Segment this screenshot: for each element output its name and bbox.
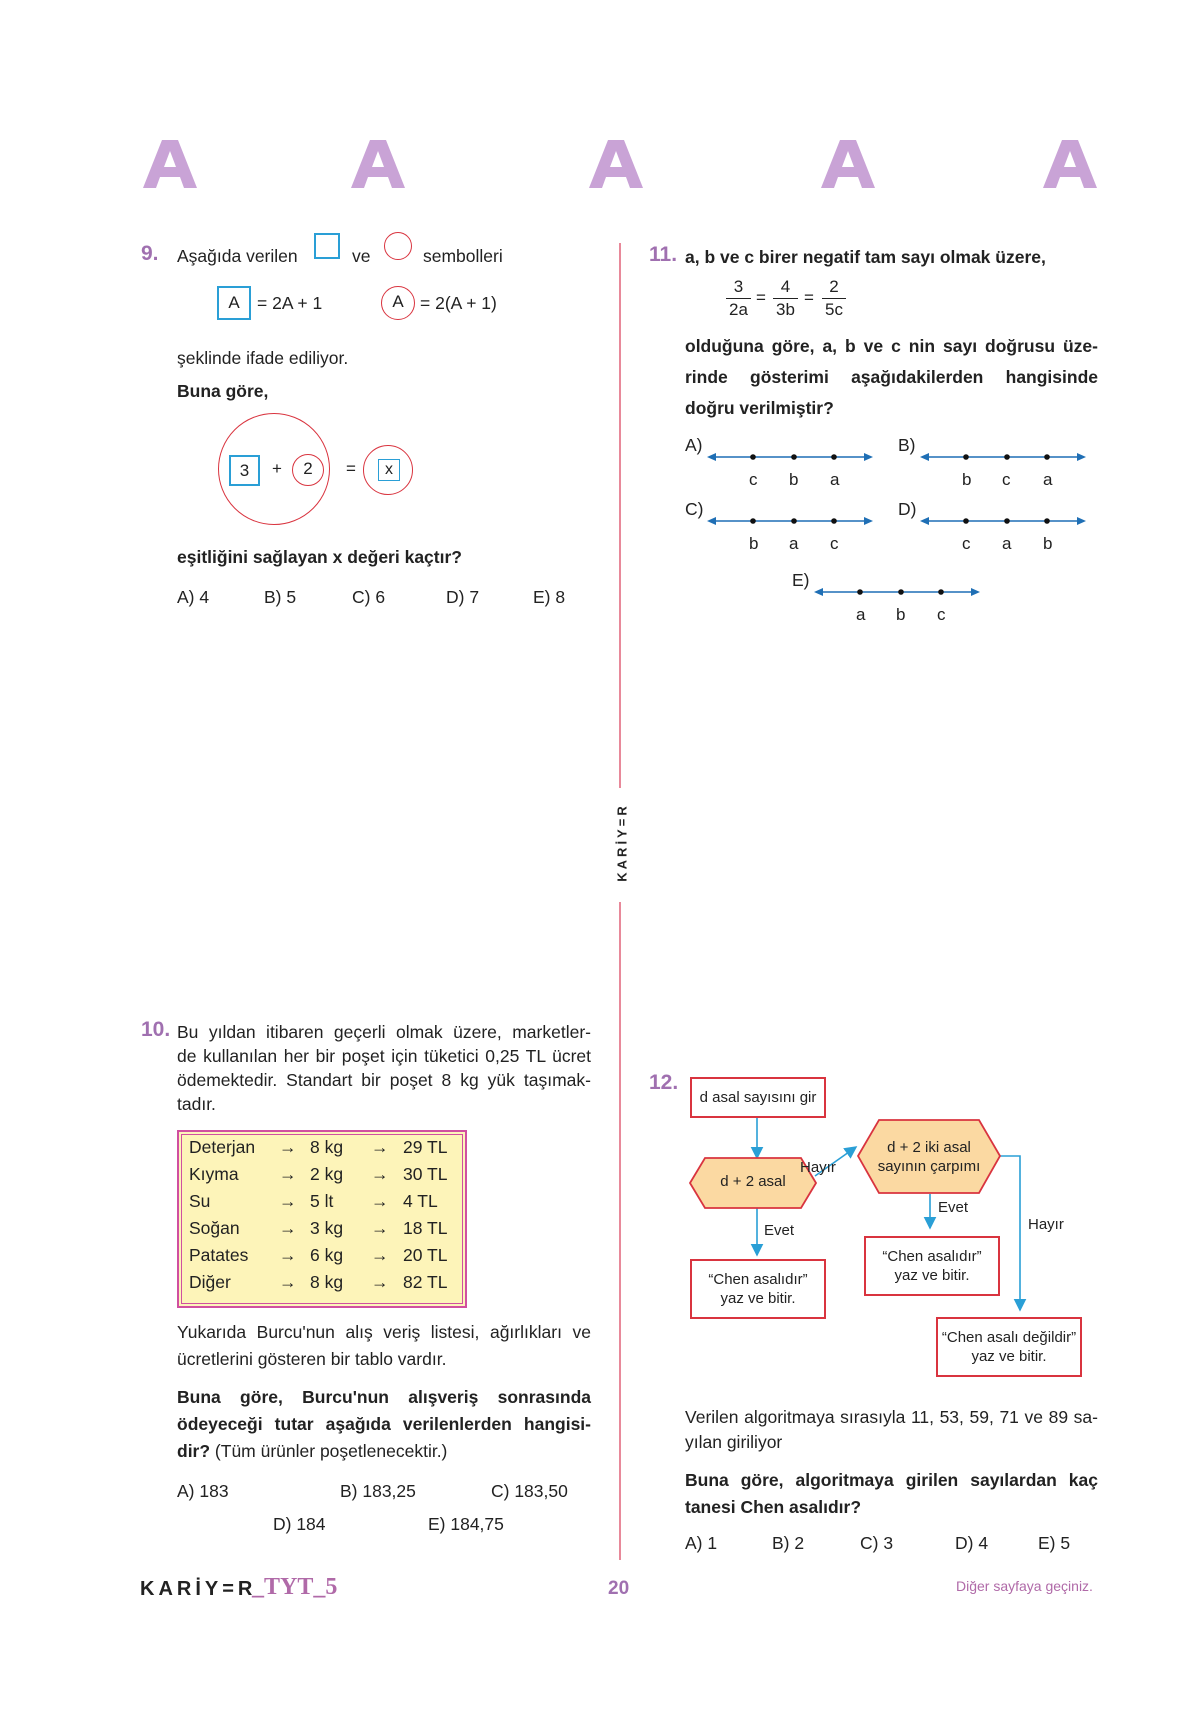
q10-question-line: ödeyeceği tutar aşağıda verilenlerden hangisi- xyxy=(177,1414,591,1434)
brand-logo: KARİY=R xyxy=(140,1578,257,1600)
def1-box: A xyxy=(217,286,251,320)
circle-symbol-icon xyxy=(384,232,412,260)
flow-cond2-line: sayının çarpımı xyxy=(877,1158,981,1175)
logo-a-icon xyxy=(350,138,406,190)
question-number: 10. xyxy=(141,1018,171,1041)
table-row xyxy=(179,1218,465,1245)
q10-para-line: tadır. xyxy=(177,1094,216,1114)
flow-input: d asal sayısını gir xyxy=(690,1077,826,1118)
column-divider xyxy=(619,243,621,788)
q9-intro: Aşağıda verilen xyxy=(177,246,298,266)
arrow-icon: → xyxy=(371,1137,389,1157)
fraction-numerator: 3 xyxy=(726,276,751,299)
q12-option-c[interactable]: C) 3 xyxy=(860,1533,894,1553)
qty-cell: 2 kg xyxy=(310,1164,344,1184)
arrow-icon: → xyxy=(371,1245,389,1265)
fraction-denominator: 5c xyxy=(825,300,843,319)
number-line xyxy=(920,513,1086,529)
point-label: a xyxy=(856,605,866,624)
shopping-table xyxy=(177,1130,467,1308)
qty-cell: 8 kg xyxy=(310,1272,344,1292)
q10-para-line: de kullanılan her bir poşet için tüketici 0,25 TL ücret xyxy=(177,1046,591,1066)
def2-rhs: = 2(A + 1) xyxy=(420,293,497,313)
price-cell: 82 TL xyxy=(403,1272,448,1292)
item-cell: Diğer xyxy=(189,1272,231,1292)
option-label: C) xyxy=(685,499,704,519)
q9-symbols-word: sembolleri xyxy=(423,246,503,266)
point-label: a xyxy=(830,470,840,489)
option-label: D) xyxy=(898,499,917,519)
price-cell: 4 TL xyxy=(403,1191,438,1211)
q10-option-d[interactable]: D) 184 xyxy=(273,1514,326,1534)
number-line xyxy=(707,449,873,465)
number-line xyxy=(920,449,1086,465)
q10-option-c[interactable]: C) 183,50 xyxy=(491,1481,568,1501)
q12-option-e[interactable]: E) 5 xyxy=(1038,1533,1071,1553)
arrow-icon: → xyxy=(279,1191,297,1211)
equals-sign: = xyxy=(756,288,766,307)
fraction-1 xyxy=(726,276,751,321)
fraction-3 xyxy=(822,276,846,321)
flow-cond2-line: d + 2 iki asal xyxy=(887,1139,971,1156)
fraction-denominator: 2a xyxy=(729,300,748,319)
arrow-icon: → xyxy=(279,1137,297,1157)
point-label: b xyxy=(789,470,799,489)
flow-output-line: yaz ve bitir. xyxy=(971,1348,1047,1365)
q12-question-line: Buna göre, algoritmaya girilen sayılardan kaç xyxy=(685,1470,1098,1490)
flow-cond2 xyxy=(857,1138,1001,1176)
flow-yes-label: Evet xyxy=(938,1199,969,1216)
q9-option-d[interactable]: D) 7 xyxy=(446,587,480,607)
qty-cell: 5 lt xyxy=(310,1191,334,1211)
q11-question-line: rinde gösterimi aşağıdakilerden hangisinde xyxy=(685,367,1098,387)
q9-option-e[interactable]: E) 8 xyxy=(533,587,566,607)
point-label: c xyxy=(1002,470,1011,489)
flow-output-line: “Chen asalı değildir” xyxy=(941,1329,1077,1346)
logo-a-icon xyxy=(142,138,198,190)
point-label: a xyxy=(1002,534,1012,553)
fraction-numerator: 4 xyxy=(773,276,798,299)
q10-option-a[interactable]: A) 183 xyxy=(177,1481,229,1501)
flow-output-line: yaz ve bitir. xyxy=(894,1267,970,1284)
item-cell: Patates xyxy=(189,1245,249,1265)
q11-question-line: olduğuna göre, a, b ve c nin sayı doğrusu üze- xyxy=(685,336,1098,356)
item-cell: Su xyxy=(189,1191,211,1211)
flow-output-line: “Chen asalıdır” xyxy=(882,1248,982,1265)
price-cell: 29 TL xyxy=(403,1137,448,1157)
arrow-icon: → xyxy=(371,1164,389,1184)
series-label: _TYT_5 xyxy=(252,1574,338,1600)
q9-option-b[interactable]: B) 5 xyxy=(264,587,297,607)
arrow-icon: → xyxy=(279,1272,297,1292)
q10-question-line: Buna göre, Burcu'nun alışveriş sonrasında xyxy=(177,1387,591,1407)
point-label: a xyxy=(789,534,799,553)
equals-sign: = xyxy=(804,288,814,307)
point-label: c xyxy=(937,605,946,624)
def1-rhs: = 2A + 1 xyxy=(257,293,323,313)
square-symbol-icon xyxy=(314,233,340,259)
flow-output-3 xyxy=(936,1317,1082,1377)
number-line xyxy=(707,513,873,529)
point-label: a xyxy=(1043,470,1053,489)
table-row xyxy=(179,1191,465,1218)
arrow-icon: → xyxy=(279,1164,297,1184)
qty-cell: 8 kg xyxy=(310,1137,344,1157)
q9-question: eşitliğini sağlayan x değeri kaçtır? xyxy=(177,547,462,567)
flow-no-label: Hayır xyxy=(1028,1216,1064,1233)
arrow-icon: → xyxy=(371,1191,389,1211)
fraction-numerator: 2 xyxy=(822,276,846,299)
q10-option-b[interactable]: B) 183,25 xyxy=(340,1481,416,1501)
q10-para-line: ödemektedir. Standart bir poşet 8 kg yük taşımak- xyxy=(177,1070,591,1090)
number-line xyxy=(814,584,980,600)
q9-option-a[interactable]: A) 4 xyxy=(177,587,210,607)
q11-stem: a, b ve c birer negatif tam sayı olmak üzere, xyxy=(685,247,1046,267)
q10-after-line: ücretlerini gösteren bir tablo vardır. xyxy=(177,1349,447,1369)
q10-para-line: Bu yıldan itibaren geçerli olmak üzere, marketler- xyxy=(177,1022,591,1042)
column-divider xyxy=(619,902,621,1560)
fraction-2 xyxy=(773,276,798,321)
table-row xyxy=(179,1245,465,1272)
question-number: 9. xyxy=(141,242,159,265)
arrow-icon: → xyxy=(279,1218,297,1238)
logo-a-icon xyxy=(1042,138,1098,190)
q10-question-note: (Tüm ürünler poşetlenecektir.) xyxy=(210,1441,448,1461)
page-number: 20 xyxy=(608,1578,630,1599)
expr-x-box: x xyxy=(378,459,400,481)
question-number: 12. xyxy=(649,1071,679,1094)
option-label: E) xyxy=(792,570,810,590)
side-brand: KARİY=R xyxy=(614,803,630,882)
expr-eq: = xyxy=(346,459,356,478)
expr-plus: + xyxy=(272,459,282,478)
price-cell: 18 TL xyxy=(403,1218,448,1238)
q12-para-line: Verilen algoritmaya sırasıyla 11, 53, 59, 71 ve 89 sa- xyxy=(685,1407,1098,1427)
logo-a-icon xyxy=(820,138,876,190)
q10-question-bold: dir? xyxy=(177,1441,211,1461)
flow-yes-label: Evet xyxy=(764,1222,795,1239)
point-label: c xyxy=(962,534,971,553)
point-label: b xyxy=(896,605,906,624)
q10-option-e[interactable]: E) 184,75 xyxy=(428,1514,504,1534)
next-page-note: Diğer sayfaya geçiniz. xyxy=(956,1578,1093,1594)
item-cell: Deterjan xyxy=(189,1137,256,1157)
arrow-icon: → xyxy=(371,1218,389,1238)
logo-a-icon xyxy=(588,138,644,190)
q11-question-line: doğru verilmiştir? xyxy=(685,398,834,418)
item-cell: Soğan xyxy=(189,1218,240,1238)
q12-option-d[interactable]: D) 4 xyxy=(955,1533,989,1553)
qty-cell: 3 kg xyxy=(310,1218,344,1238)
option-label: A) xyxy=(685,435,703,455)
price-cell: 30 TL xyxy=(403,1164,448,1184)
point-label: b xyxy=(1043,534,1053,553)
flow-output-line: yaz ve bitir. xyxy=(720,1290,796,1307)
flow-no-label: Hayır xyxy=(800,1159,836,1176)
table-row xyxy=(179,1164,465,1191)
arrow-icon: → xyxy=(371,1272,389,1292)
option-label: B) xyxy=(898,435,916,455)
q12-option-a[interactable]: A) 1 xyxy=(685,1533,718,1553)
flow-output-line: “Chen asalıdır” xyxy=(708,1271,808,1288)
q12-para-line: yılan giriliyor xyxy=(685,1432,783,1452)
flow-output-1 xyxy=(690,1259,826,1319)
q9-and: ve xyxy=(352,246,371,266)
flow-cond1: d + 2 asal xyxy=(720,1173,786,1190)
q12-question-line: tanesi Chen asalıdır? xyxy=(685,1497,862,1517)
expr-box: 3 xyxy=(229,455,260,486)
q12-option-b[interactable]: B) 2 xyxy=(772,1533,805,1553)
table-row xyxy=(179,1137,465,1164)
expr-circle: 2 xyxy=(292,454,324,486)
table-row xyxy=(179,1272,465,1299)
point-label: c xyxy=(830,534,839,553)
point-label: b xyxy=(749,534,759,553)
price-cell: 20 TL xyxy=(403,1245,448,1265)
item-cell: Kıyma xyxy=(189,1164,239,1184)
q9-according: Buna göre, xyxy=(177,381,269,401)
q10-after-line: Yukarıda Burcu'nun alış veriş listesi, ağırlıkları ve xyxy=(177,1322,591,1342)
q10-question-last xyxy=(177,1439,447,1463)
flow-output-2 xyxy=(864,1236,1000,1296)
point-label: b xyxy=(962,470,972,489)
question-number: 11. xyxy=(649,243,678,266)
q9-expressed: şeklinde ifade ediliyor. xyxy=(177,348,349,368)
def2-circle: A xyxy=(381,286,415,320)
point-label: c xyxy=(749,470,758,489)
q9-option-c[interactable]: C) 6 xyxy=(352,587,386,607)
fraction-denominator: 3b xyxy=(776,300,795,319)
arrow-icon: → xyxy=(279,1245,297,1265)
qty-cell: 6 kg xyxy=(310,1245,344,1265)
